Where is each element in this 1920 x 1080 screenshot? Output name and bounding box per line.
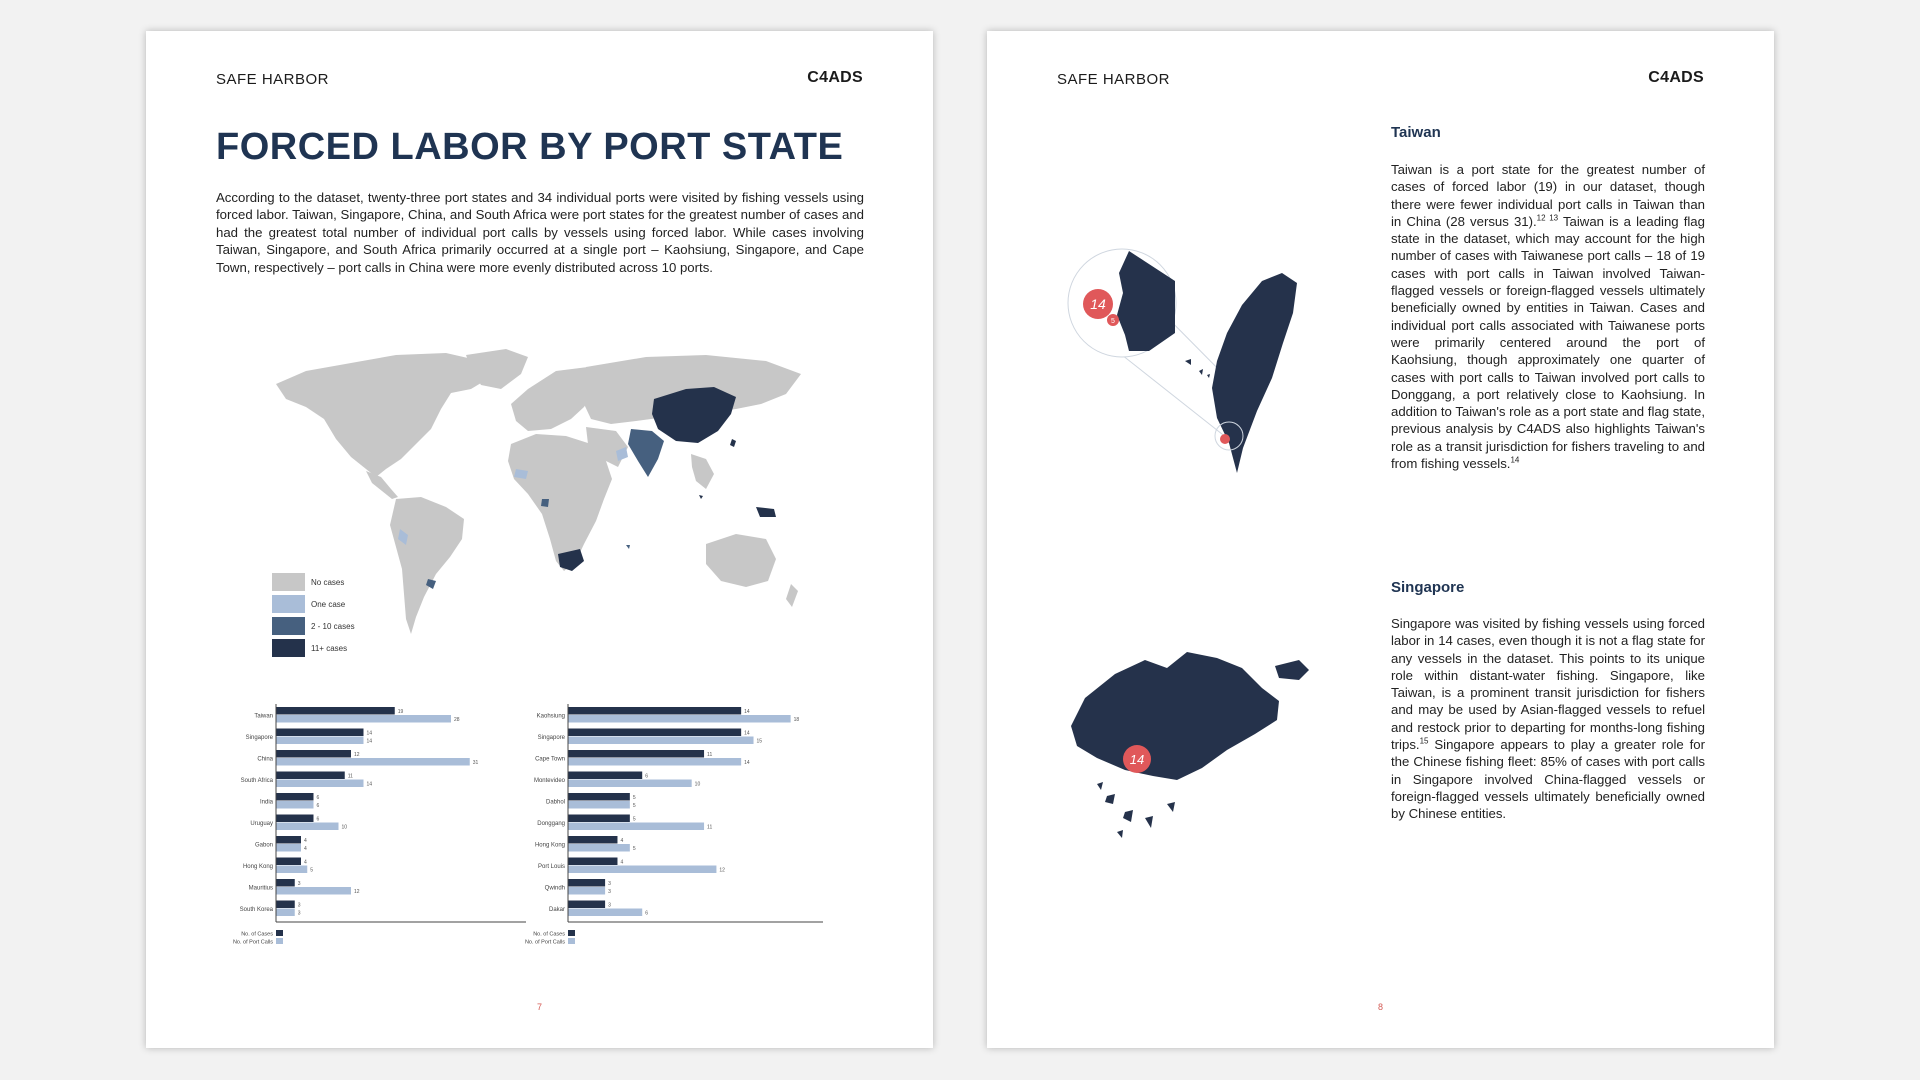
pulau-ubin [1275, 660, 1309, 680]
category-label: Qwindh [544, 885, 565, 892]
legend-swatch [276, 938, 283, 944]
legend-item [272, 615, 355, 637]
data-label: 10 [341, 824, 348, 831]
port-state-chart [186, 699, 486, 944]
data-label: 5 [632, 846, 636, 852]
legend-swatch [568, 938, 575, 944]
data-label: 5 [632, 803, 636, 809]
category-label: Dabhol [545, 799, 565, 806]
cases-bar [276, 772, 345, 780]
data-label: 4 [620, 859, 624, 866]
map-png [756, 507, 776, 517]
singapore-text: Singapore was visited by fishing vessels using forced labor in 14 cases, even though it is not a flag state for any vessels in the dataset. This points to its unique role within distant-water fishing. Singapore, like Taiwan, is a prominent transit jurisdiction for fishers and may be used by Asian-flagged vessels to refuel and restock prior to departing for months-long fishing trips. [1391, 616, 1705, 753]
map-taiwan [730, 439, 736, 447]
legend-swatch [272, 617, 305, 635]
cases-bar [276, 793, 314, 801]
legend-label: No. of Port Calls [524, 939, 565, 946]
marker-count: 14 [1129, 752, 1145, 767]
page-number: 7 [536, 1002, 543, 1012]
singapore-text-cont: Singapore appears to play a greater role for the Chinese fishing fleet: 85% of cases with port calls in Singapore involved China-flagged vessels or foreign-flagged vessels ultimately beneficially owned by Chinese entities. [1391, 737, 1705, 822]
port-calls-bar [568, 844, 630, 852]
port-calls-bar [276, 737, 364, 745]
legend-swatch [568, 930, 575, 936]
cases-bar [568, 858, 617, 866]
category-label: Singapore [245, 735, 273, 741]
data-label: 28 [454, 717, 460, 723]
data-label: 3 [297, 902, 301, 909]
taiwan-text: Taiwan is a port state for the greatest number of cases of forced labor (19) in our dataset, though there were fewer individual port calls in Taiwan than in China (28 versus 31). [1391, 162, 1705, 229]
cases-bar [568, 772, 642, 780]
data-label: 12 [354, 752, 360, 758]
data-label: 14 [744, 709, 750, 715]
data-label: 5 [632, 795, 636, 801]
data-label: 3 [297, 881, 301, 887]
right-page [987, 31, 1774, 1048]
new-zealand [786, 584, 798, 607]
port-calls-bar [568, 909, 642, 917]
category-label: Cape Town [535, 756, 565, 763]
data-label: 5 [632, 816, 636, 823]
cases-bar [568, 879, 605, 887]
data-label: 4 [304, 846, 307, 852]
cases-bar [276, 707, 395, 715]
cases-bar [276, 879, 295, 887]
kaohsiung-marker [1220, 434, 1230, 444]
legend-label: 2 - 10 cases [311, 621, 355, 631]
zoom-line [1122, 355, 1227, 438]
category-label: Gabon [254, 842, 273, 849]
singapore-paragraph [1391, 615, 1705, 823]
north-america [276, 353, 491, 477]
legend-item [272, 593, 355, 615]
data-label: 4 [304, 859, 307, 866]
legend-item [272, 571, 355, 593]
cases-bar [568, 793, 630, 801]
data-label: 19 [397, 709, 404, 715]
legend-label: No. of Cases [241, 931, 273, 938]
southeast-asia [691, 454, 714, 489]
legend-item [272, 637, 355, 659]
category-label: Hong Kong [534, 842, 565, 849]
data-label: 31 [472, 760, 479, 766]
cases-bar [276, 858, 301, 866]
port-calls-bar [568, 823, 704, 831]
page-number: 8 [1377, 1002, 1384, 1012]
map-gabon [541, 499, 549, 507]
category-label: Uruguay [250, 821, 273, 827]
data-label: 3 [608, 881, 611, 887]
map-mauritius [626, 545, 630, 549]
data-label: 12 [719, 867, 725, 874]
central-america [366, 471, 398, 499]
category-label: Montevideo [533, 778, 565, 784]
data-label: 4 [620, 838, 624, 844]
category-label: Donggang [537, 821, 565, 827]
legend-swatch [276, 930, 283, 936]
port-calls-bar [276, 823, 339, 831]
category-label: South Korea [239, 907, 273, 913]
category-label: Mauritius [248, 885, 273, 892]
port-state-chart-svg [186, 699, 486, 946]
category-label: India [259, 799, 273, 806]
footnote-ref: 14 [1510, 455, 1520, 465]
brand-logo: C4ADS [807, 69, 863, 86]
page-title: FORCED LABOR BY PORT STATE [216, 126, 844, 168]
data-label: 6 [316, 803, 320, 809]
data-label: 6 [316, 816, 320, 823]
legend-label: No cases [311, 577, 345, 587]
port-calls-bar [568, 737, 754, 745]
left-page [146, 31, 933, 1048]
cases-bar [276, 901, 295, 909]
cases-bar [568, 729, 741, 737]
singapore-heading: Singapore [1391, 579, 1465, 596]
singapore-map [1067, 646, 1367, 871]
category-label: China [257, 756, 273, 763]
legend-swatch [272, 573, 305, 591]
data-label: 6 [645, 773, 648, 780]
map-legend [272, 571, 355, 659]
cases-bar [568, 901, 605, 909]
data-label: 6 [645, 910, 648, 917]
port-calls-bar [276, 887, 351, 895]
port-calls-bar [276, 801, 314, 809]
category-label: Singapore [537, 735, 565, 741]
port-chart-svg [496, 699, 816, 946]
data-label: 15 [756, 738, 763, 745]
data-label: 3 [608, 889, 611, 895]
category-label: Kaohsiung [536, 713, 565, 720]
brand-logo: C4ADS [1648, 69, 1704, 86]
footnote-ref: 15 [1419, 736, 1429, 746]
category-label: Dakar [548, 907, 565, 913]
legend-label: One case [311, 599, 346, 609]
cases-bar [276, 750, 351, 758]
port-calls-bar [568, 758, 741, 766]
port-calls-bar [568, 801, 630, 809]
port-calls-bar [276, 844, 301, 852]
data-label: 3 [297, 910, 301, 917]
port-calls-bar [276, 758, 470, 766]
cases-bar [276, 836, 301, 844]
cases-bar [568, 836, 617, 844]
marker-count: 5 [1111, 318, 1115, 325]
taiwan-map [1067, 243, 1357, 488]
data-label: 11 [347, 773, 353, 780]
data-label: 12 [354, 889, 360, 895]
port-calls-bar [568, 866, 716, 874]
africa [508, 434, 612, 571]
europe [511, 367, 596, 431]
data-label: 3 [608, 902, 611, 909]
taiwan-paragraph [1391, 161, 1705, 472]
data-label: 14 [744, 760, 750, 766]
legend-label: No. of Port Calls [232, 939, 273, 946]
legend-label: No. of Cases [533, 931, 565, 938]
cases-bar [276, 815, 314, 823]
cases-bar [568, 707, 741, 715]
taiwan-heading: Taiwan [1391, 124, 1441, 141]
category-label: Taiwan [254, 713, 273, 720]
map-singapore [699, 495, 703, 499]
map-india [628, 429, 664, 477]
data-label: 6 [316, 795, 320, 801]
category-label: Hong Kong [242, 864, 273, 870]
category-label: South Africa [240, 778, 273, 784]
cases-bar [276, 729, 364, 737]
running-header: SAFE HARBOR [1057, 71, 1171, 88]
data-label: 11 [707, 752, 713, 758]
data-label: 14 [366, 730, 373, 737]
port-calls-bar [568, 715, 791, 723]
port-calls-bar [568, 780, 692, 788]
data-label: 5 [310, 867, 314, 874]
penghu-islands [1185, 359, 1210, 378]
port-calls-bar [276, 715, 451, 723]
data-label: 14 [744, 730, 750, 737]
south-america [390, 497, 464, 634]
taiwan-text-cont: Taiwan is a leading flag state in the dataset, which may account for the high number of cases with Taiwanese port calls – 18 of 19 cases with port calls in Taiwan involved Taiwan-flagged vessels or foreign-flagged vessels ultimately beneficially owned by entities in Taiwan. Cases and individual port calls associated with Taiwanese ports were primarily centered around the port of Kaohsiung, though approximately one quarter of cases with port calls to Taiwan involved port calls to Donggang, a port relatively close to Kaohsiung. In addition to Taiwan's role as a port state and flag state, previous analysis by C4ADS also highlights Taiwan's role as a transit jurisdiction for fishers traveling to and from fishing vessels. [1391, 213, 1705, 472]
category-label: Port Louis [537, 864, 565, 870]
legend-swatch [272, 639, 305, 657]
port-calls-bar [276, 780, 364, 788]
running-header: SAFE HARBOR [216, 71, 330, 88]
data-label: 14 [366, 781, 373, 788]
southern-islands [1097, 782, 1175, 838]
port-calls-bar [568, 887, 605, 895]
australia [706, 534, 776, 587]
data-label: 4 [304, 838, 307, 844]
marker-count: 14 [1090, 296, 1106, 312]
port-calls-bar [276, 909, 295, 917]
data-label: 18 [793, 717, 800, 723]
zoom-inset-land [1117, 251, 1175, 351]
port-calls-bar [276, 866, 307, 874]
data-label: 11 [707, 824, 713, 831]
footnote-ref: 12 13 [1536, 213, 1559, 223]
legend-label: 11+ cases [311, 643, 348, 653]
legend-swatch [272, 595, 305, 613]
intro-paragraph: According to the dataset, twenty-three port states and 34 individual ports were visited by fishing vessels using forced labor. Taiwan, Singapore, China, and South Africa were port states for the greatest number of cases and had the greatest total number of individual port calls by vessels using forced labor. While cases involving Taiwan, Singapore, and South Africa primarily occurred at a single port – Kaohsiung, Singapore, and Cape Town, respectively – port calls in China were more evenly distributed across 10 ports. [216, 190, 864, 275]
cases-bar [568, 750, 704, 758]
singapore-island [1071, 652, 1279, 780]
cases-bar [568, 815, 630, 823]
port-chart [496, 699, 816, 944]
data-label: 10 [694, 781, 701, 788]
data-label: 14 [366, 738, 373, 745]
